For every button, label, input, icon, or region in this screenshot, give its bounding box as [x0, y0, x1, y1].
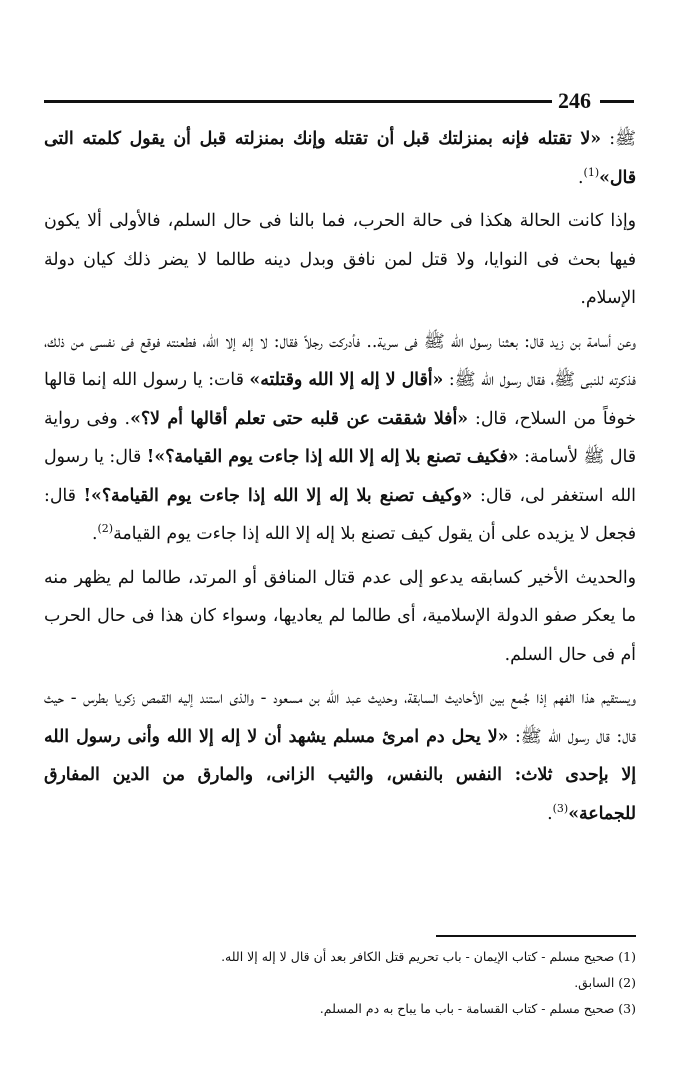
- footnote: (2) السابق.: [574, 975, 636, 990]
- text-run: وعن أسامة بن زيد قال: بعثنا رسول الله ﷺ فى سرية.. فأدركت رجلاً فقال: لا إله إلا الله، فطعنته فوقع فى نفسى من ذلك، فذكرته للنبى ﷺ، فقال رسول الله ﷺ:: [44, 331, 636, 390]
- footnote: (1) صحيح مسلم - كتاب الإيمان - باب تحريم قتل الكافر بعد أن قال لا إله إلا الله.: [221, 949, 636, 964]
- footnote: (3) صحيح مسلم - كتاب القسامة - باب ما يباح به دم المسلم.: [319, 1001, 636, 1016]
- text-run: .: [547, 803, 553, 824]
- text-run: . وفى رواية قال ﷺ لأسامة:: [44, 408, 636, 467]
- footnote-divider: [436, 935, 636, 937]
- hadith-quote: «وكيف تصنع بلا إله إلا الله إذا جاءت يوم القيامة؟»!: [83, 485, 473, 506]
- footnote-ref: (3): [552, 801, 569, 815]
- header-rule-right: [600, 100, 634, 103]
- text-run: قال: يا رسول الله استغفر لى، قال:: [44, 447, 636, 506]
- hadith-quote: «أقال لا إله إلا الله وقتلته»: [249, 370, 444, 390]
- hadith-quote: «لا يحل دم امرئ مسلم يشهد أن لا إله إلا الله وأنى رسول الله إلا بإحدى ثلاث: النفس بالنفس، والثيب الزانى، والمارق من الدين المفارق للجماعة»: [44, 726, 636, 824]
- paragraph: [44, 120, 636, 197]
- text-run: قات: يا رسول الله إنما قالها خوفاً من السلاح، قال:: [44, 370, 636, 429]
- paragraph: [44, 323, 636, 554]
- hadith-quote: «لا تقتله فإنه بمنزلتك قبل أن تقتله وإنك بمنزلته قبل أن يقول كلمته التى قال»: [44, 129, 636, 188]
- hadith-quote: «أفلا شققت عن قلبه حتى تعلم أقالها أم لا؟»: [130, 408, 469, 429]
- footnotes: [44, 944, 636, 1022]
- text-run: وإذا كانت الحالة هكذا فى حالة الحرب، فما بالنا فى حال السلم، فالأولى ألا يكون فيها بحث فى النوايا، ولا قتل لمن نافق وبدل دينه طالما لا يضر ذلك كيان دولة الإسلام.: [44, 211, 636, 308]
- paragraph: [44, 202, 636, 318]
- text-run: .: [91, 524, 98, 544]
- text-run: والحديث الأخير كسابقه يدعو إلى عدم قتال المنافق أو المرتد، طالما لم يظهر منه ما يعكر صفو الدولة الإسلامية، أى طالما لم يعاديها، وسواء كان هذا فى حال الحرب أم فى حال السلم.: [44, 567, 636, 665]
- paragraph: [44, 559, 636, 675]
- header-rule-left: [44, 100, 552, 103]
- paragraph: [44, 679, 636, 833]
- footnote-ref: (2): [97, 522, 114, 536]
- text-run: .: [578, 167, 584, 188]
- text-run: قال: فجعل لا يزيده على أن يقول كيف تصنع بلا إله إلا الله إذا جاءت يوم القيامة: [44, 485, 636, 544]
- text-run: ﷺ:: [601, 129, 636, 149]
- body-text: [44, 120, 636, 838]
- hadith-quote: «فكيف تصنع بلا إله إلا الله إذا جاءت يوم القيامة؟»!: [146, 447, 519, 467]
- page-number: 246: [558, 88, 591, 113]
- footnote-ref: (1): [583, 165, 600, 179]
- text-run: ويستقيم هذا الفهم إذا جُمع بين الأحاديث السابقة، وحديث عبد الله بن مسعود - والذى استند إليه القمص زكريا بطرس - حيث قال: قال رسول الله ﷺ:: [44, 688, 636, 747]
